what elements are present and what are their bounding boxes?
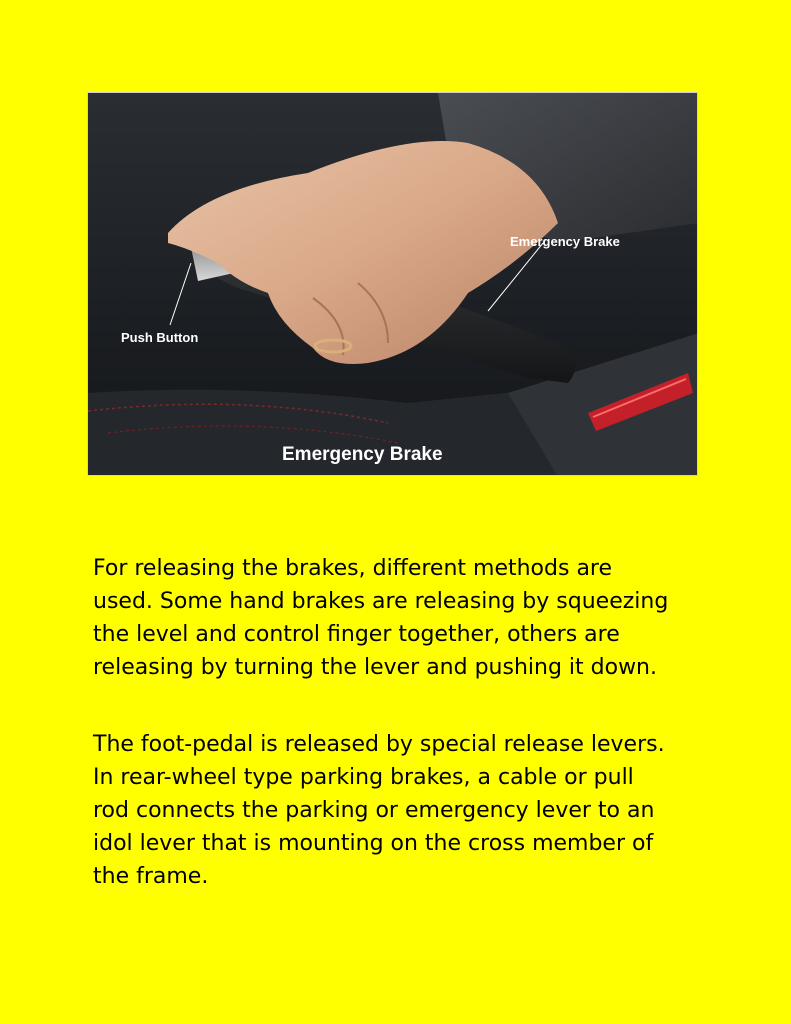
text-line: For releasing the brakes, different methods are (93, 556, 613, 581)
text-line: used. Some hand brakes are releasing by squeezing (93, 589, 669, 614)
paragraph-foot-pedal (93, 728, 713, 893)
photo-illustration (88, 93, 698, 476)
text-line: releasing by turning the lever and pushing it down. (93, 655, 657, 680)
push-button-label: Push Button (121, 330, 199, 345)
emergency-brake-label: Emergency Brake (510, 234, 620, 249)
text-line: the level and control finger together, others are (93, 622, 620, 647)
text-line: The foot-pedal is released by special release levers. (93, 732, 665, 757)
emergency-brake-photo (87, 92, 698, 476)
paragraph-release-methods (93, 552, 713, 684)
text-line: idol lever that is mounting on the cross member of (93, 831, 654, 856)
text-line: the frame. (93, 864, 209, 889)
text-line: In rear-wheel type parking brakes, a cable or pull (93, 765, 634, 790)
text-line: rod connects the parking or emergency lever to an (93, 798, 655, 823)
photo-caption: Emergency Brake (282, 444, 443, 465)
